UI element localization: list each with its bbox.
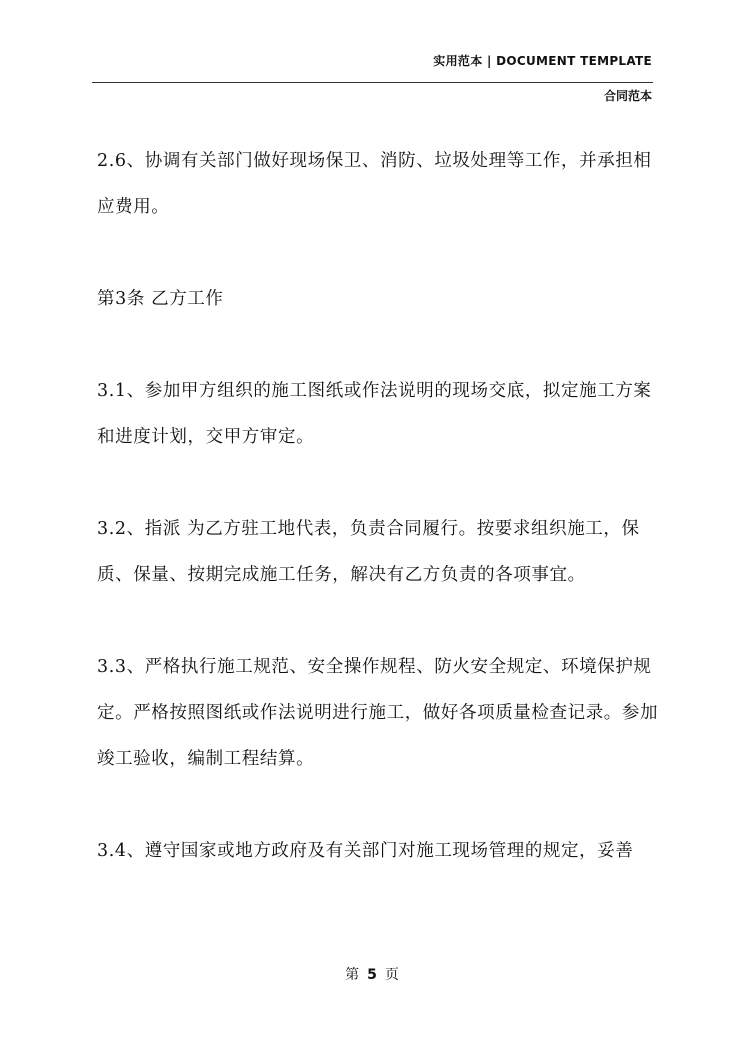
header-title: 实用范本 | DOCUMENT TEMPLATE [433,54,652,68]
header-divider [92,82,653,83]
document-body [97,138,667,920]
paragraph-3-1: 3.1、参加甲方组织的施工图纸或作法说明的现场交底，拟定施工方案和进度计划，交甲方审定。 [97,381,652,447]
article-3-heading: 第3条 乙方工作 [97,289,224,309]
footer-suffix: 页 [384,967,399,983]
paragraph-3-3: 3.3、严格执行施工规范、安全操作规程、防火安全规定、环境保护规定。严格按照图纸或作法说明进行施工，做好各项质量检查记录。参加竣工验收，编制工程结算。 [97,657,659,769]
footer-prefix: 第 [345,967,360,983]
paragraph-2-6: 2.6、协调有关部门做好现场保卫、消防、垃圾处理等工作，并承担相应费用。 [97,151,652,217]
paragraph-3-2: 3.2、指派 为乙方驻工地代表，负责合同履行。按要求组织施工，保质、保量、按期完成施工任务，解决有乙方负责的各项事宜。 [97,519,640,585]
paragraph-3-4: 3.4、遵守国家或地方政府及有关部门对施工现场管理的规定，妥善 [97,841,634,861]
page-footer [0,964,744,984]
header-subtitle: 合同范本 [603,89,652,103]
page-number: 5 [367,967,377,983]
